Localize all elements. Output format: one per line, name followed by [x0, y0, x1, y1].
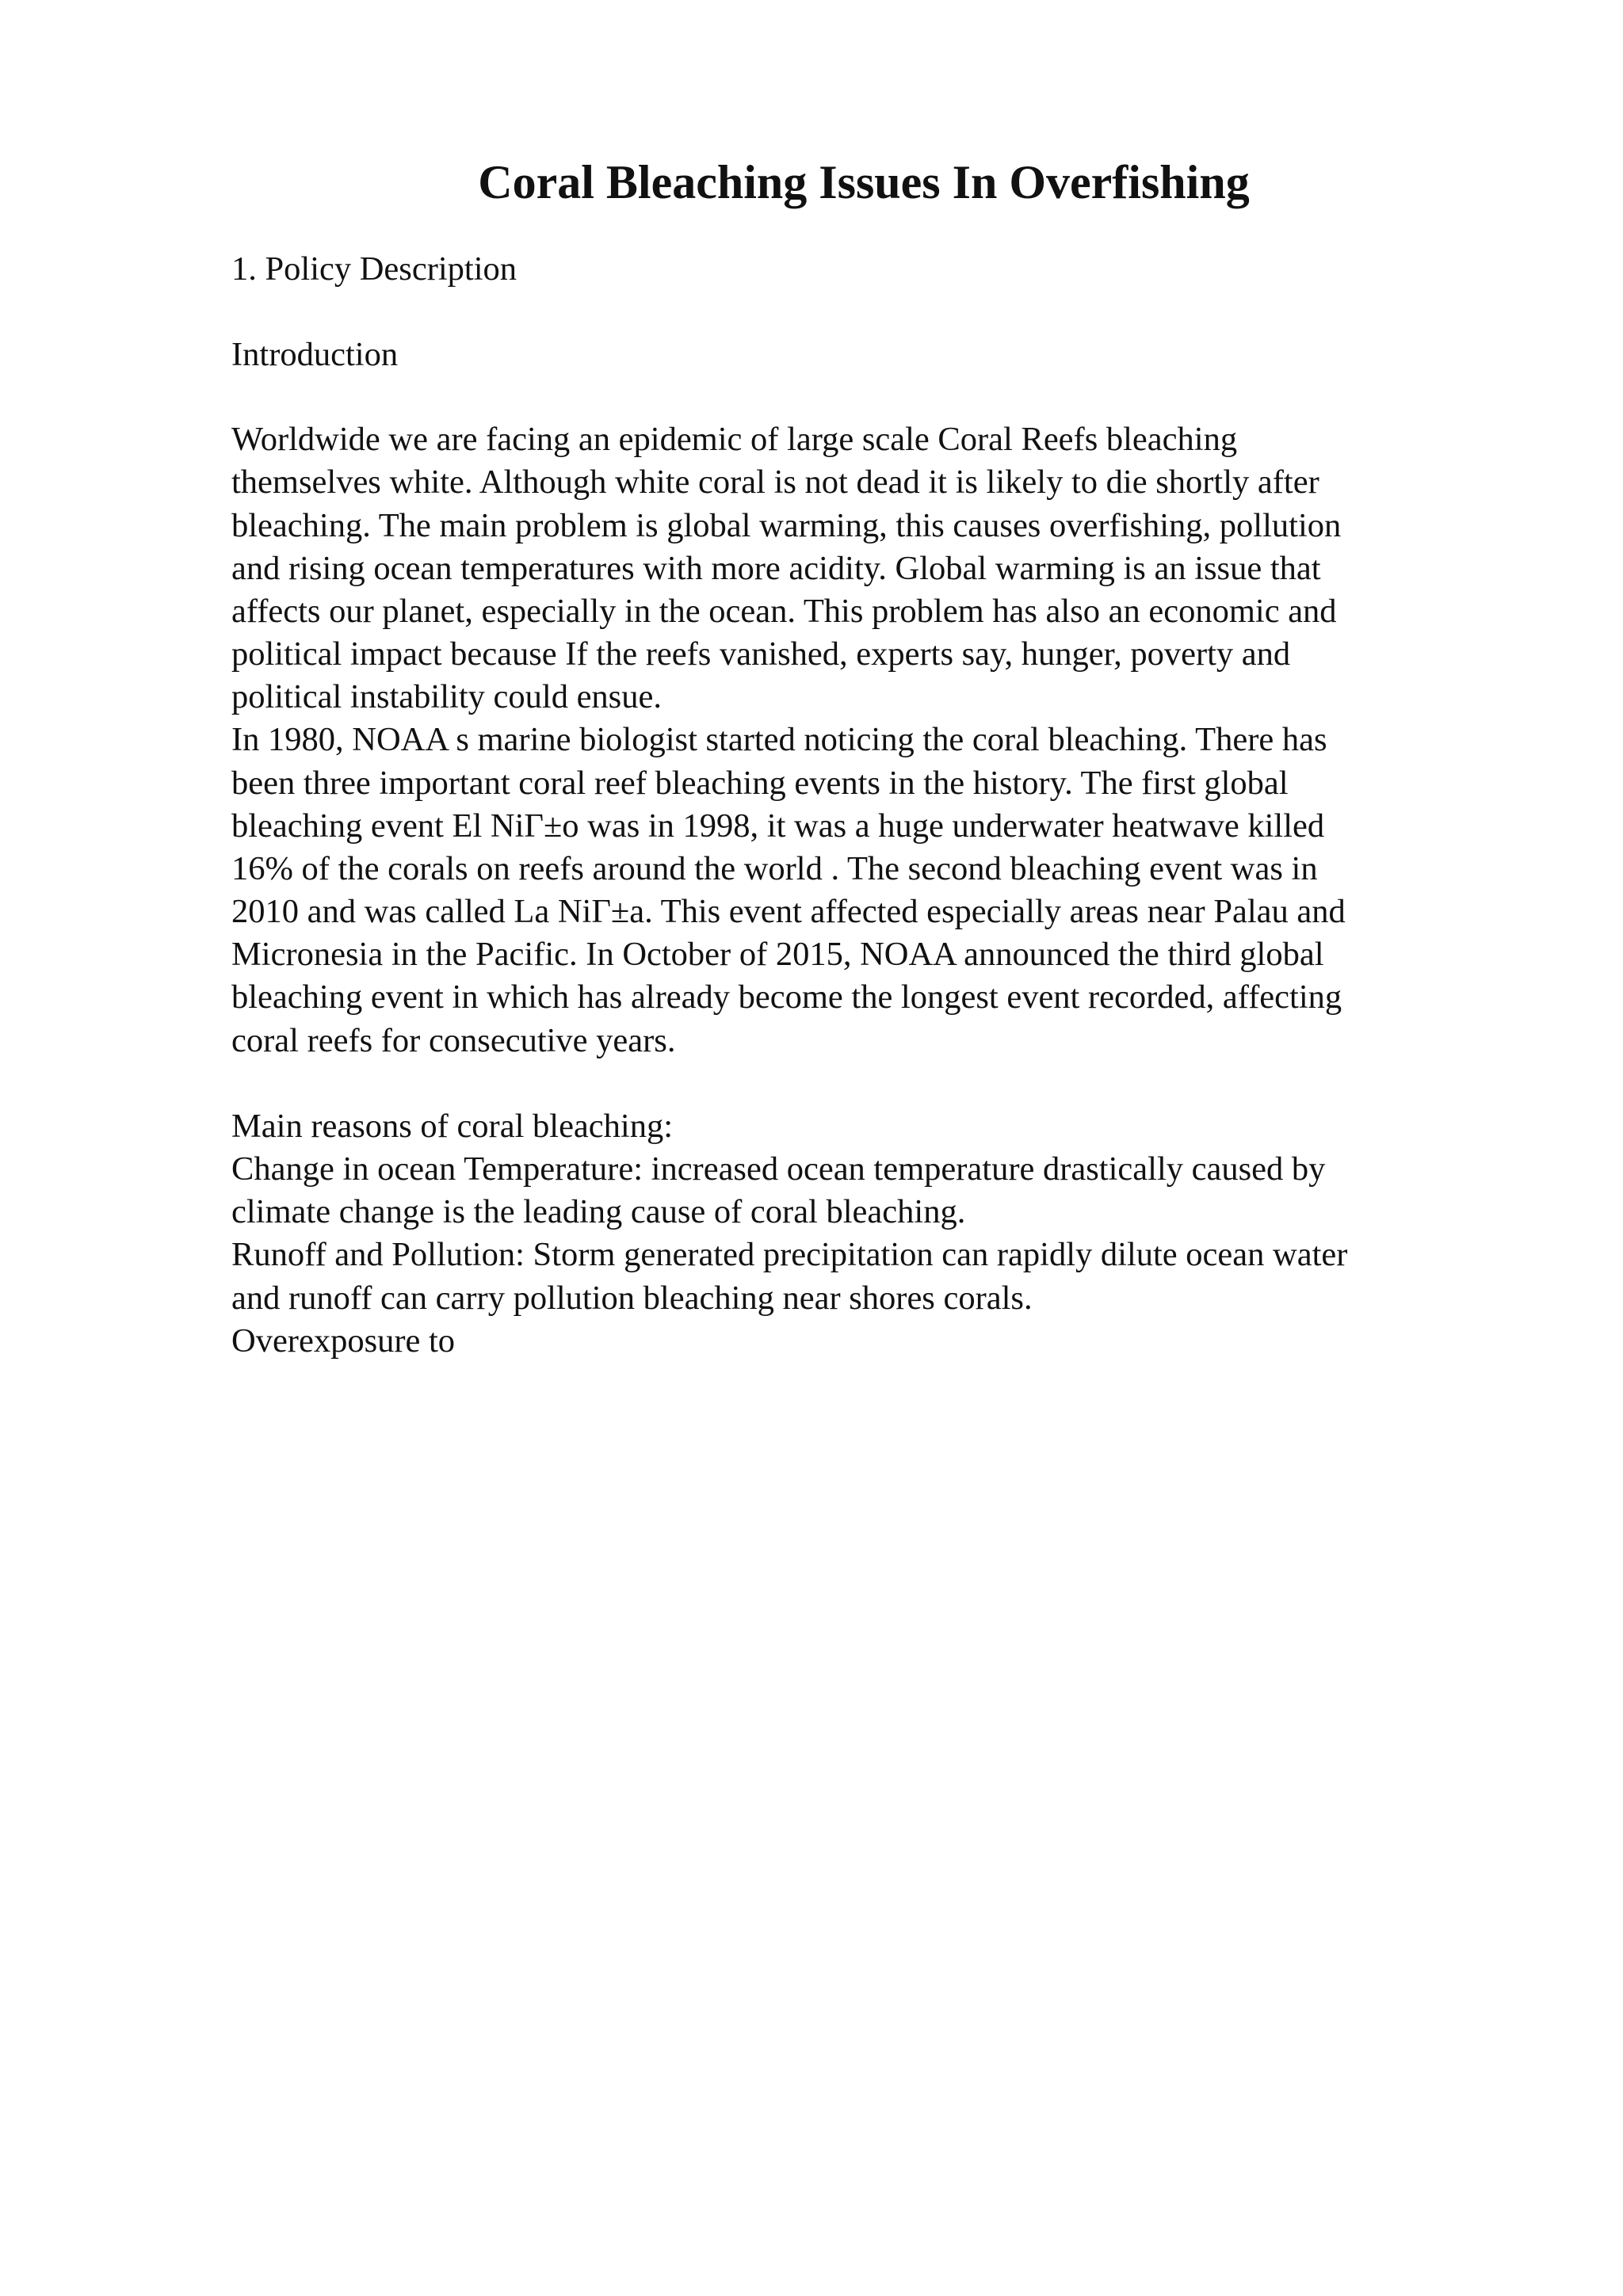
paragraph1-line: political impact because If the reefs vanished, experts say, hunger, poverty and — [231, 635, 1291, 673]
paragraph1-line: and rising ocean temperatures with more acidity. Global warming is an issue that — [231, 550, 1321, 587]
paragraph2-line: bleaching event El NiΓ±o was in 1998, it was a huge underwater heatwave killed — [231, 807, 1325, 845]
paragraph1-line: bleaching. The main problem is global warming, this causes overfishing, pollution — [231, 507, 1342, 544]
paragraph3-line: Runoff and Pollution: Storm generated precipitation can rapidly dilute ocean water — [231, 1236, 1348, 1273]
paragraph2-line: 2010 and was called La NiΓ±a. This event affected especially areas near Palau and — [231, 893, 1346, 930]
paragraph1-line: themselves white. Although white coral is not dead it is likely to die shortly after — [231, 463, 1319, 501]
paragraph3-line: Main reasons of coral bleaching: — [231, 1108, 674, 1145]
paragraph2-line: been three important coral reef bleaching events in the history. The first global — [231, 765, 1289, 802]
paragraph2-line: bleaching event in which has already become the longest event recorded, affecting — [231, 978, 1342, 1016]
paragraph3-line: Change in ocean Temperature: increased ocean temperature drastically caused by — [231, 1150, 1326, 1188]
paragraph2-line: In 1980, NOAA s marine biologist started noticing the coral bleaching. There has — [231, 721, 1327, 758]
paragraph1-line: political instability could ensue. — [231, 678, 662, 715]
paragraph3-line: and runoff can carry pollution bleaching near shores corals. — [231, 1280, 1033, 1317]
paragraph2-line: Micronesia in the Pacific. In October of 2015, NOAA announced the third global — [231, 936, 1324, 973]
paragraph3-line: climate change is the leading cause of coral bleaching. — [231, 1193, 966, 1230]
paragraph2-line: 16% of the corals on reefs around the world . The second bleaching event was in — [231, 850, 1318, 887]
paragraph1-line: affects our planet, especially in the ocean. This problem has also an economic and — [231, 593, 1337, 630]
document-title: Coral Bleaching Issues In Overfishing — [478, 156, 1250, 208]
paragraph3-line: Overexposure to — [231, 1322, 456, 1360]
section-heading: 1. Policy Description — [231, 250, 517, 288]
paragraph1-line: Worldwide we are facing an epidemic of large scale Coral Reefs bleaching — [231, 421, 1238, 458]
paragraph2-line: coral reefs for consecutive years. — [231, 1022, 676, 1059]
subheading-introduction: Introduction — [231, 336, 399, 373]
